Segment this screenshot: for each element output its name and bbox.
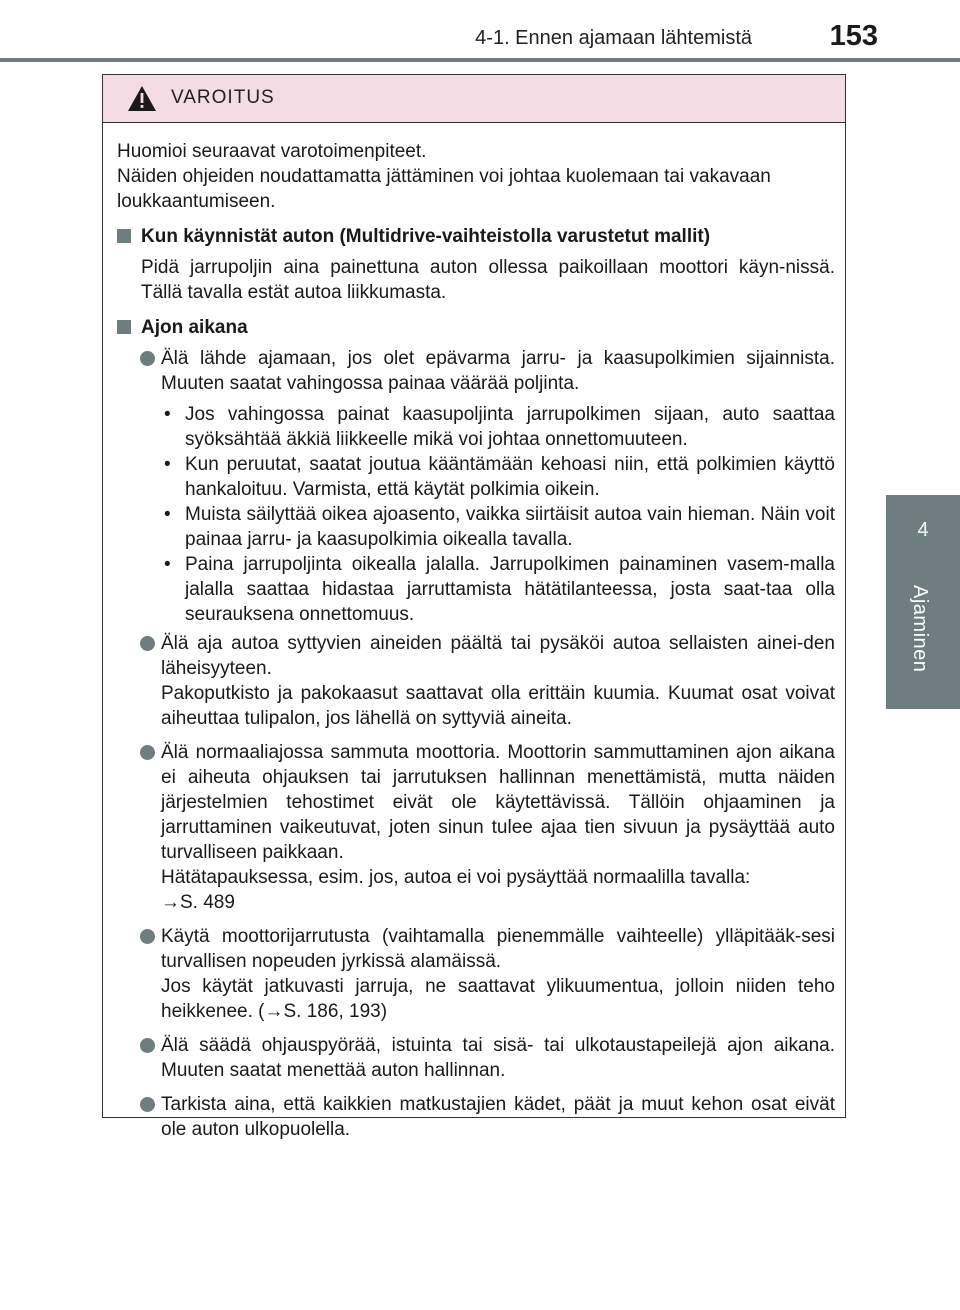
list-item: Tarkista aina, että kaikkien matkustajien kädet, päät ja muut kehon osat eivät ole auton ulkopuolella. <box>117 1092 835 1142</box>
bullet-dot-icon <box>140 1097 155 1112</box>
section-start-text: Pidä jarrupoljin aina painettuna auton ollessa paikoillaan moottori käyn-nissä. Tällä tavalla estät autoa liikkumasta. <box>141 257 835 303</box>
section-title: 4-1. Ennen ajamaan lähtemistä <box>475 27 752 49</box>
sub-list-item: • Jos vahingossa painat kaasupoljinta jarrupolkimen sijaan, auto saattaa syöksähtää äkkiä liikkeelle mikä voi johtaa onnettomuuteen. <box>164 404 835 450</box>
sub-list-item: • Kun peruutat, saatat joutua kääntämään kehoasi niin, että polkimien käyttö hankaloituu. Varmista, että käytät polkimia oikein. <box>164 454 835 500</box>
bullet-dot-icon <box>140 636 155 651</box>
list-item: Älä aja autoa syttyvien aineiden päältä tai pysäköi autoa sellaisten ainei-den läheisyyteen. Pakoputkisto ja pakokaasut saattavat olla erittäin kuumia. Kuumat osat voivat aiheuttaa tulipalon, jos lähellä on syttyviä aineita. <box>117 631 835 731</box>
section-heading-start: Kun käynnistät auton (Multidrive-vaihteistolla varustetut mallit) <box>117 224 835 249</box>
bullet-dot-icon <box>140 745 155 760</box>
warning-header <box>103 75 845 123</box>
section-heading-driving: Ajon aikana <box>117 315 835 340</box>
sub-list-item: • Paina jarrupoljinta oikealla jalalla. Jarrupolkimen painaminen vasem-malla jalalla saattaa hidastaa jarruttamista hätätilanteessa, josta saat-taa olla seurauksena onnettomuus. <box>164 554 835 625</box>
list-item: Käytä moottorijarrutusta (vaihtamalla pienemmälle vaihteelle) ylläpitääk-sesi turvallisen nopeuden jyrkissä alamäissä. Jos käytät jatkuvasti jarruja, ne saattavat ylikuumentua, jolloin niiden teho heikkenee. (→S. 186, 193) <box>117 924 835 1024</box>
warning-title: VAROITUS <box>171 87 275 108</box>
list-item: Älä normaaliajossa sammuta moottoria. Moottorin sammuttaminen ajon aikana ei aiheuta ohjauksen tai jarrutuksen hallinnan menettämistä, mutta näiden järjestelmien tehostimet eivät ole käytettävissä. Tällöin ohjaaminen ja jarruttaminen vaikeutuvat, joten sinun tulee ajaa tien sivuun ja pysäyttää auto turvalliseen paikkaan. Hätätapauksessa, esim. jos, autoa ei voi pysäyttää normaalilla tavalla: →S. 489 <box>117 740 835 915</box>
sub-list <box>117 402 835 627</box>
bullet-dot-icon <box>140 1038 155 1053</box>
page-number: 153 <box>829 20 878 52</box>
intro-line-1: Huomioi seuraavat varotoimenpiteet. <box>117 141 427 162</box>
warning-box <box>102 74 846 1140</box>
header-rule <box>0 58 960 62</box>
warning-content <box>103 123 845 1142</box>
list-item: Älä lähde ajamaan, jos olet epävarma jarru- ja kaasupolkimien sijainnista. Muuten saatat vahingossa painaa väärää poljinta. <box>117 346 835 396</box>
intro-line-2: Näiden ohjeiden noudattamatta jättäminen voi johtaa kuolemaan tai vakavaan loukkaantumiseen. <box>117 166 771 212</box>
bullet-dot-icon <box>140 929 155 944</box>
list-item: Älä säädä ohjauspyörää, istuinta tai sisä- tai ulkotaustapeilejä ajon aikana. Muuten saatat menettää auton hallinnan. <box>117 1033 835 1083</box>
section-square-icon <box>117 229 131 243</box>
chapter-label: Ajaminen <box>909 585 931 673</box>
page-reference: →S. 489 <box>161 892 235 913</box>
warning-intro <box>117 139 835 214</box>
chapter-tab <box>886 495 960 709</box>
bullet-dot-icon <box>140 351 155 366</box>
section-square-icon <box>117 320 131 334</box>
sub-list-item: • Muista säilyttää oikea ajoasento, vaikka siirtäisit autoa vain hieman. Näin voit painaa jarru- ja kaasupolkimia oikealla tavalla. <box>164 504 835 550</box>
chapter-number: 4 <box>917 519 929 541</box>
warning-triangle-icon <box>127 85 157 112</box>
